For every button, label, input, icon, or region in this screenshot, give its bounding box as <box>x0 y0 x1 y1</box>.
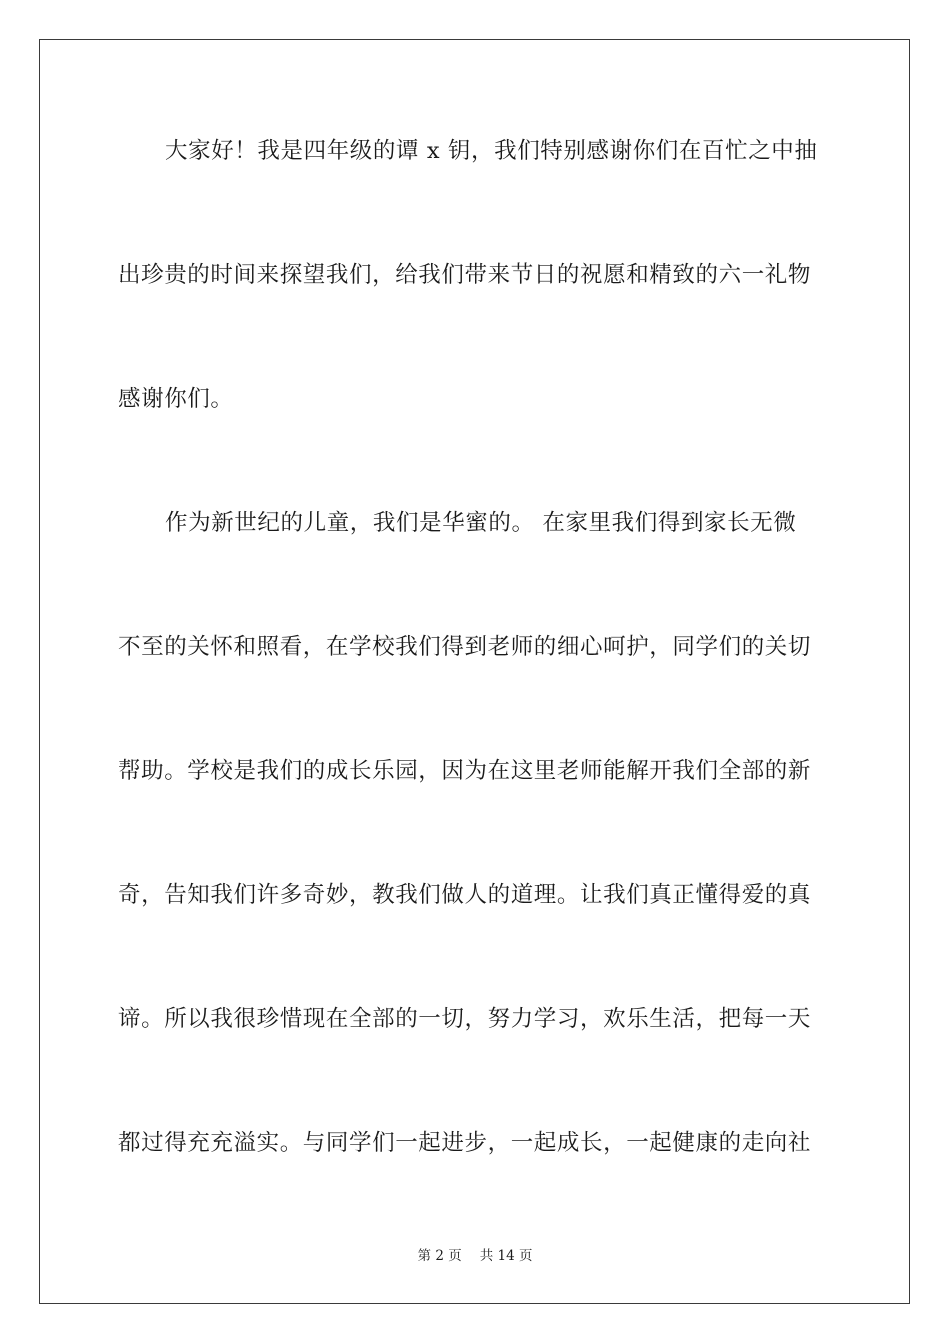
paragraph-2-line-6: 都过得充充溢实。与同学们一起进步，一起成长，一起健康的走向社 <box>118 1130 812 1156</box>
paragraph-1-line-3: 感谢你们。 <box>118 386 234 412</box>
paragraph-2-line-5: 谛。所以我很珍惜现在全部的一切，努力学习，欢乐生活，把每一天 <box>118 1006 812 1032</box>
paragraph-2-line-2: 不至的关怀和照看，在学校我们得到老师的细心呵护，同学们的关切 <box>118 634 812 660</box>
paragraph-2-line-1: 作为新世纪的儿童，我们是华蜜的。 在家里我们得到家长无微 <box>165 510 797 536</box>
paragraph-1-line-2: 出珍贵的时间来探望我们，给我们带来节日的祝愿和精致的六一礼物 <box>118 262 812 288</box>
page-border <box>39 39 910 1304</box>
paragraph-2-line-4: 奇，告知我们许多奇妙，教我们做人的道理。让我们真正懂得爱的真 <box>118 882 812 908</box>
paragraph-2-line-3: 帮助。学校是我们的成长乐园，因为在这里老师能解开我们全部的新 <box>118 758 812 784</box>
page-total: 共 14 页 <box>479 1248 533 1264</box>
paragraph-1-line-1: 大家好！我是四年级的谭 x 钥，我们特别感谢你们在百忙之中抽 <box>165 138 818 164</box>
page-footer <box>0 1247 950 1265</box>
page-number: 第 2 页 <box>417 1248 462 1264</box>
